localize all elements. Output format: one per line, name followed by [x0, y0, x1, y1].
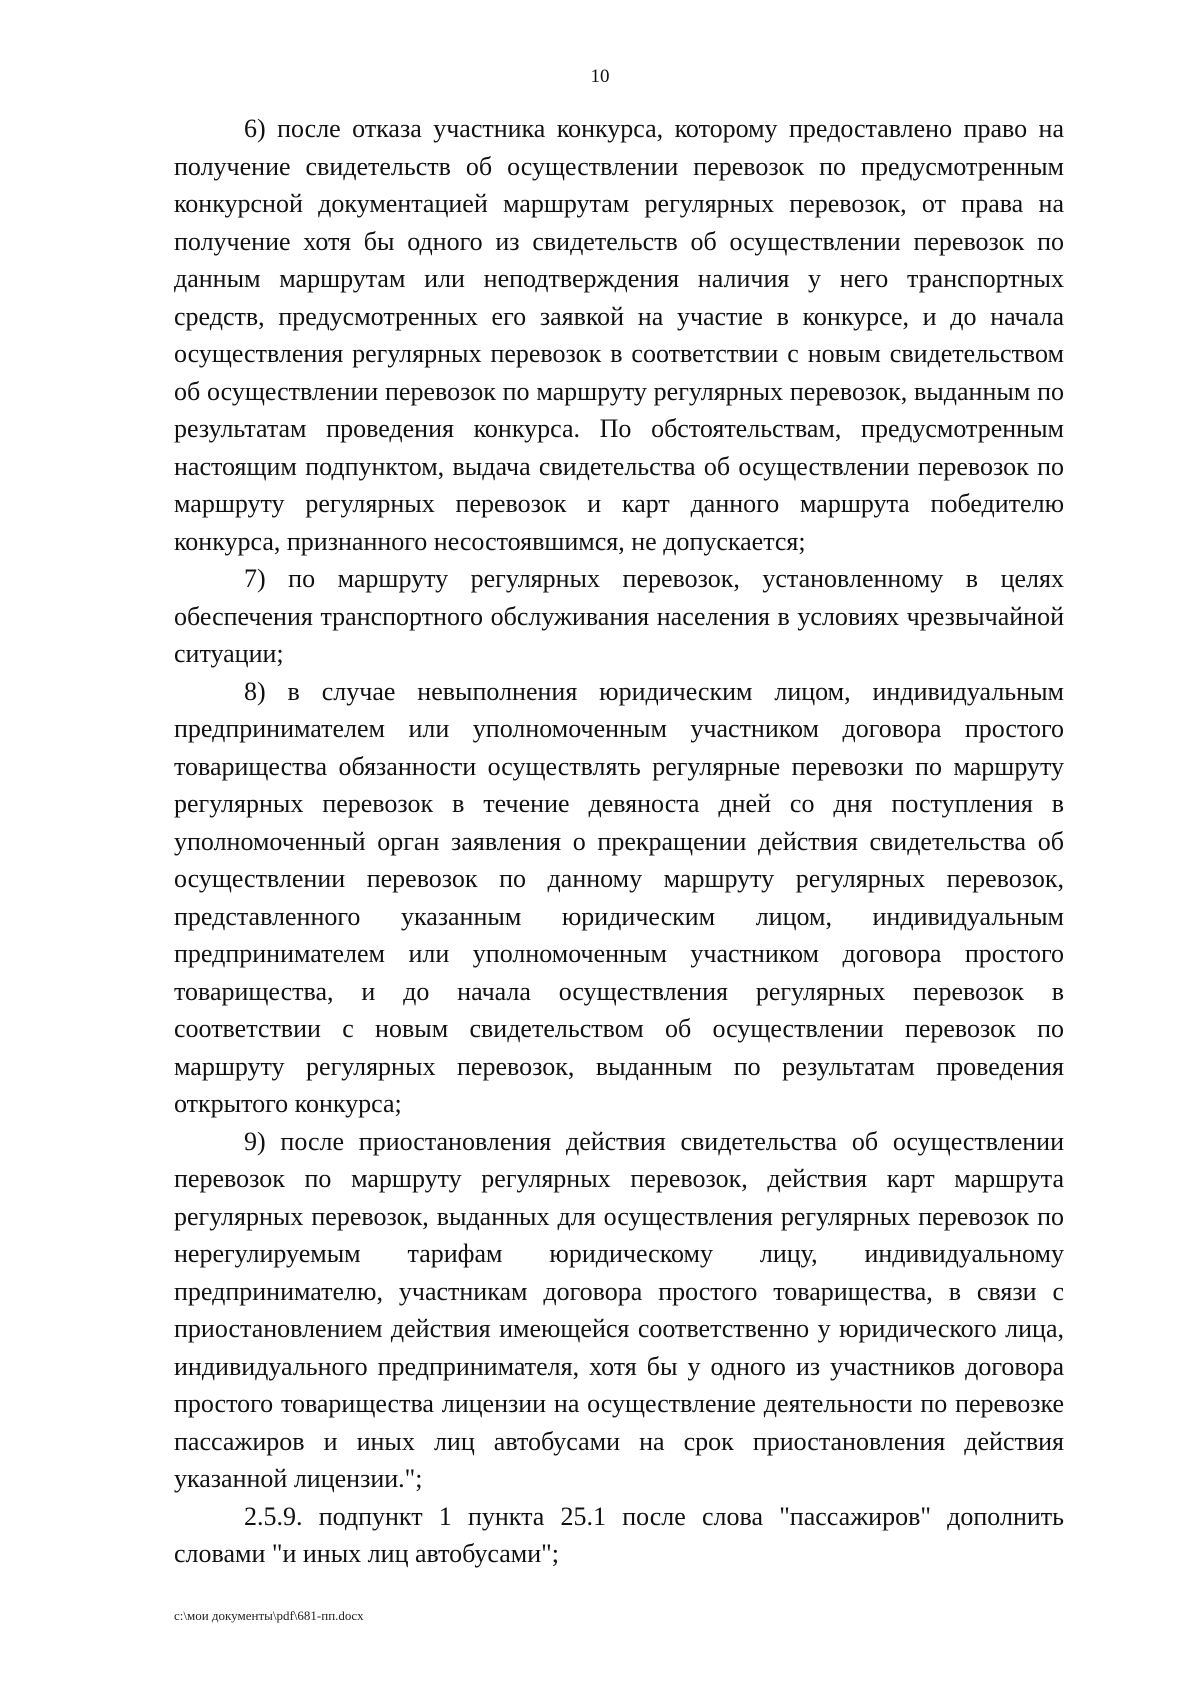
paragraph-item-7: 7) по маршруту регулярных перевозок, установленному в целях обеспечения транспортного обслуживания населения в условиях чрезвычайной ситуации;	[174, 564, 1064, 668]
page-number: 10	[590, 66, 610, 87]
document-body	[174, 110, 1064, 1573]
paragraph-item-9: 9) после приостановления действия свидетельства об осуществлении перевозок по маршруту регулярных перевозок, действия карт маршрута регулярных перевозок, выданных для осуществления регулярных перевозок по нерегулируемым тарифам юридическому лицу, индивидуальному предпринимателю, участникам договора простого товарищества, в связи с приостановлением действия имеющейся соответственно у юридического лица, индивидуального предпринимателя, хотя бы у одного из участников договора простого товарищества лицензии на осуществление деятельности по перевозке пассажиров и иных лиц автобусами на срок приостановления действия указанной лицензии.";	[174, 1126, 1064, 1493]
paragraph-item-6: 6) после отказа участника конкурса, которому предоставлено право на получение свидетельств об осуществлении перевозок по предусмотренным конкурсной документацией маршрутам регулярных перевозок, от права на получение хотя бы одного из свидетельств об осуществлении перевозок по данным маршрутам или неподтверждения наличия у него транспортных средств, предусмотренных его заявкой на участие в конкурсе, и до начала осуществления регулярных перевозок в соответствии с новым свидетельством об осуществлении перевозок по маршруту регулярных перевозок, выданным по результатам проведения конкурса. По обстоятельствам, предусмотренным настоящим подпунктом, выдача свидетельства об осуществлении перевозок по маршруту регулярных перевозок и карт данного маршрута победителю конкурса, признанного несостоявшимся, не допускается;	[174, 114, 1064, 556]
paragraph-item-8: 8) в случае невыполнения юридическим лицом, индивидуальным предпринимателем или уполномоченным участником договора простого товарищества обязанности осуществлять регулярные перевозки по маршруту регулярных перевозок в течение девяноста дней со дня поступления в уполномоченный орган заявления о прекращении действия свидетельства об осуществлении перевозок по данному маршруту регулярных перевозок, представленного указанным юридическим лицом, индивидуальным предпринимателем или уполномоченным участником договора простого товарищества, и до начала осуществления регулярных перевозок в соответствии с новым свидетельством об осуществлении перевозок по маршруту регулярных перевозок, выданным по результатам проведения открытого конкурса;	[174, 676, 1064, 1118]
paragraph-2-5-9: 2.5.9. подпункт 1 пункта 25.1 после слова "пассажиров" дополнить словами "и иных лиц автобусами";	[174, 1501, 1064, 1568]
footer-file-path: c:\мои документы\pdf\681-пп.docx	[174, 1608, 364, 1623]
